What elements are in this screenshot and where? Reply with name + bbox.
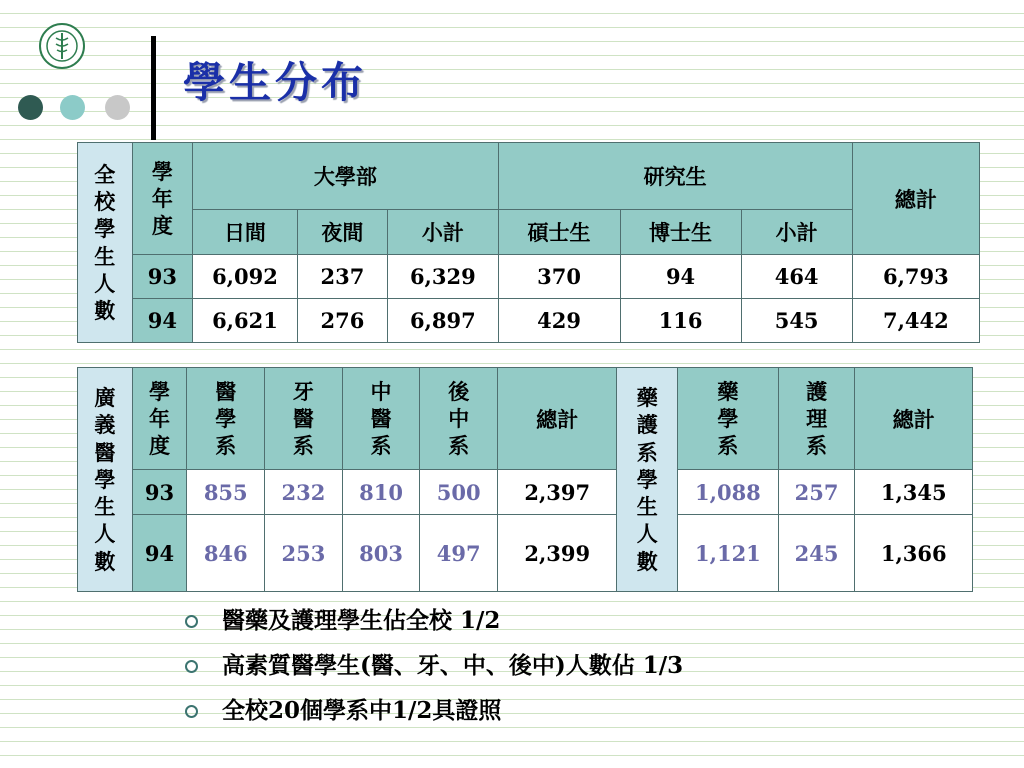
- sub-header: 小計: [388, 210, 498, 255]
- university-logo: [38, 22, 86, 70]
- table2-side-label: [78, 368, 133, 592]
- data-cell: 429: [498, 299, 620, 343]
- data-cell: 1,088: [678, 470, 779, 515]
- light-teal-dot: [60, 95, 85, 120]
- sub-header: 小計: [741, 210, 852, 255]
- data-cell: 6,329: [388, 255, 498, 299]
- data-cell: 1,366: [855, 515, 973, 592]
- table2-year-header: [132, 368, 187, 470]
- school-student-table: [77, 142, 980, 343]
- data-cell: 1,121: [678, 515, 779, 592]
- data-cell: 846: [187, 515, 265, 592]
- bullet-text: 醫藥及護理學生佔全校 1/2: [222, 607, 501, 634]
- data-cell: 370: [498, 255, 620, 299]
- medical-student-table: [77, 367, 973, 592]
- chinese-med-dept-header: [342, 368, 420, 470]
- vertical-label: 醫 學 系: [215, 378, 237, 459]
- dental-dept-header: [265, 368, 343, 470]
- nursing-dept-header: [778, 368, 855, 470]
- gray-dot: [105, 95, 130, 120]
- vertical-label: 廣 義 醫 學 生 人 數: [94, 384, 116, 574]
- data-cell: 6,897: [388, 299, 498, 343]
- data-cell: 237: [297, 255, 387, 299]
- data-cell: 245: [778, 515, 855, 592]
- bullet-item: [185, 648, 683, 693]
- year-cell: 94: [132, 515, 187, 592]
- year-cell: 94: [132, 299, 193, 343]
- data-cell: 253: [265, 515, 343, 592]
- data-cell: 545: [741, 299, 852, 343]
- data-cell: 803: [342, 515, 420, 592]
- bullet-item: [185, 693, 683, 738]
- table-row: [78, 255, 980, 299]
- table-row: [78, 515, 973, 592]
- bullet-circle-icon: [185, 660, 198, 673]
- vertical-label: 護 理 系: [806, 378, 828, 459]
- data-cell: 2,397: [498, 470, 617, 515]
- data-cell: 6,621: [193, 299, 298, 343]
- table1-total-header: 總計: [852, 143, 979, 255]
- data-cell: 116: [620, 299, 741, 343]
- bullet-circle-icon: [185, 615, 198, 628]
- vertical-label: 學 年 度: [149, 378, 171, 459]
- table1-side-label: [78, 143, 133, 343]
- pharm-nursing-side-label: [617, 368, 678, 592]
- data-cell: 500: [420, 470, 498, 515]
- year-cell: 93: [132, 470, 187, 515]
- vertical-label: 藥 護 系 學 生 人 數: [636, 384, 658, 574]
- data-cell: 257: [778, 470, 855, 515]
- bullet-item: [185, 603, 683, 648]
- pharmacy-dept-header: [678, 368, 779, 470]
- post-bacc-chinese-med-header: [420, 368, 498, 470]
- pn-total-header: 總計: [855, 368, 973, 470]
- data-cell: 232: [265, 470, 343, 515]
- table-row: [78, 299, 980, 343]
- title-divider: [151, 36, 156, 140]
- vertical-label: 藥 學 系: [717, 378, 739, 459]
- med-dept-header: [187, 368, 265, 470]
- vertical-label: 學 年 度: [151, 158, 173, 239]
- data-cell: 6,793: [852, 255, 979, 299]
- sub-header: 碩士生: [498, 210, 620, 255]
- med-total-header: 總計: [498, 368, 617, 470]
- data-cell: 2,399: [498, 515, 617, 592]
- sub-header: 博士生: [620, 210, 741, 255]
- year-cell: 93: [132, 255, 193, 299]
- data-cell: 6,092: [193, 255, 298, 299]
- data-cell: 276: [297, 299, 387, 343]
- undergrad-header: 大學部: [193, 143, 498, 210]
- vertical-label: 全 校 學 生 人 數: [94, 161, 116, 324]
- bullet-text: 高素質醫學生(醫、牙、中、後中)人數佔 1/3: [222, 652, 684, 679]
- dark-teal-dot: [18, 95, 43, 120]
- sub-header: 日間: [193, 210, 298, 255]
- data-cell: 1,345: [855, 470, 973, 515]
- bullet-circle-icon: [185, 705, 198, 718]
- vertical-label: 中 醫 系: [370, 378, 392, 459]
- grad-header: 研究生: [498, 143, 852, 210]
- vertical-label: 牙 醫 系: [292, 378, 314, 459]
- table1-year-header: [132, 143, 193, 255]
- data-cell: 810: [342, 470, 420, 515]
- data-cell: 497: [420, 515, 498, 592]
- bullet-text: 全校20個學系中1/2具證照: [222, 697, 502, 724]
- data-cell: 94: [620, 255, 741, 299]
- data-cell: 7,442: [852, 299, 979, 343]
- data-cell: 464: [741, 255, 852, 299]
- slide-title: 學生分布: [183, 58, 368, 107]
- table-row: [78, 470, 973, 515]
- data-cell: 855: [187, 470, 265, 515]
- summary-bullets: [185, 603, 683, 738]
- sub-header: 夜間: [297, 210, 387, 255]
- vertical-label: 後 中 系: [448, 378, 470, 459]
